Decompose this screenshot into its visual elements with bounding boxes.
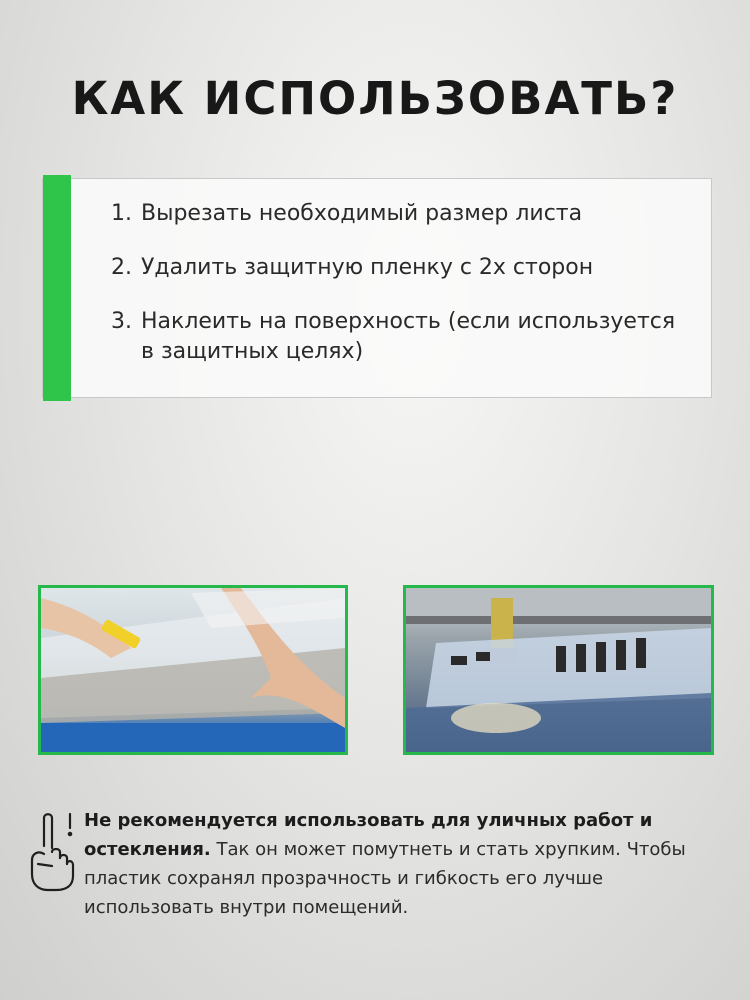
step-text: Вырезать необходимый размер листа <box>141 201 583 226</box>
warning-body-text: Так он может помутнеть и стать хрупким. Чтобы пластик сохранял прозрачность и гибкость его лучше использовать внутри помещений. <box>84 839 686 918</box>
steps-card <box>42 178 712 398</box>
accent-bar <box>43 175 71 401</box>
step-item <box>111 199 691 229</box>
step-text: Удалить защитную пленку с 2х сторон <box>141 255 594 280</box>
step-item <box>111 253 691 283</box>
laser-cutting-photo <box>403 585 714 755</box>
step-number: 1. <box>111 201 132 226</box>
warning-note <box>84 806 724 922</box>
page-title: КАК ИСПОЛЬЗОВАТЬ? <box>71 72 679 125</box>
step-text: Наклеить на поверхность (если используется в защитных целях) <box>141 309 676 364</box>
step-number: 2. <box>111 255 132 280</box>
warning-bold-text: Не рекомендуется использовать для уличных работ и остекления. <box>84 810 653 860</box>
step-number: 3. <box>111 309 132 334</box>
steps-list <box>111 199 691 391</box>
raised-finger-icon <box>22 808 82 892</box>
step-item <box>111 307 691 367</box>
cutting-photo <box>38 585 348 755</box>
